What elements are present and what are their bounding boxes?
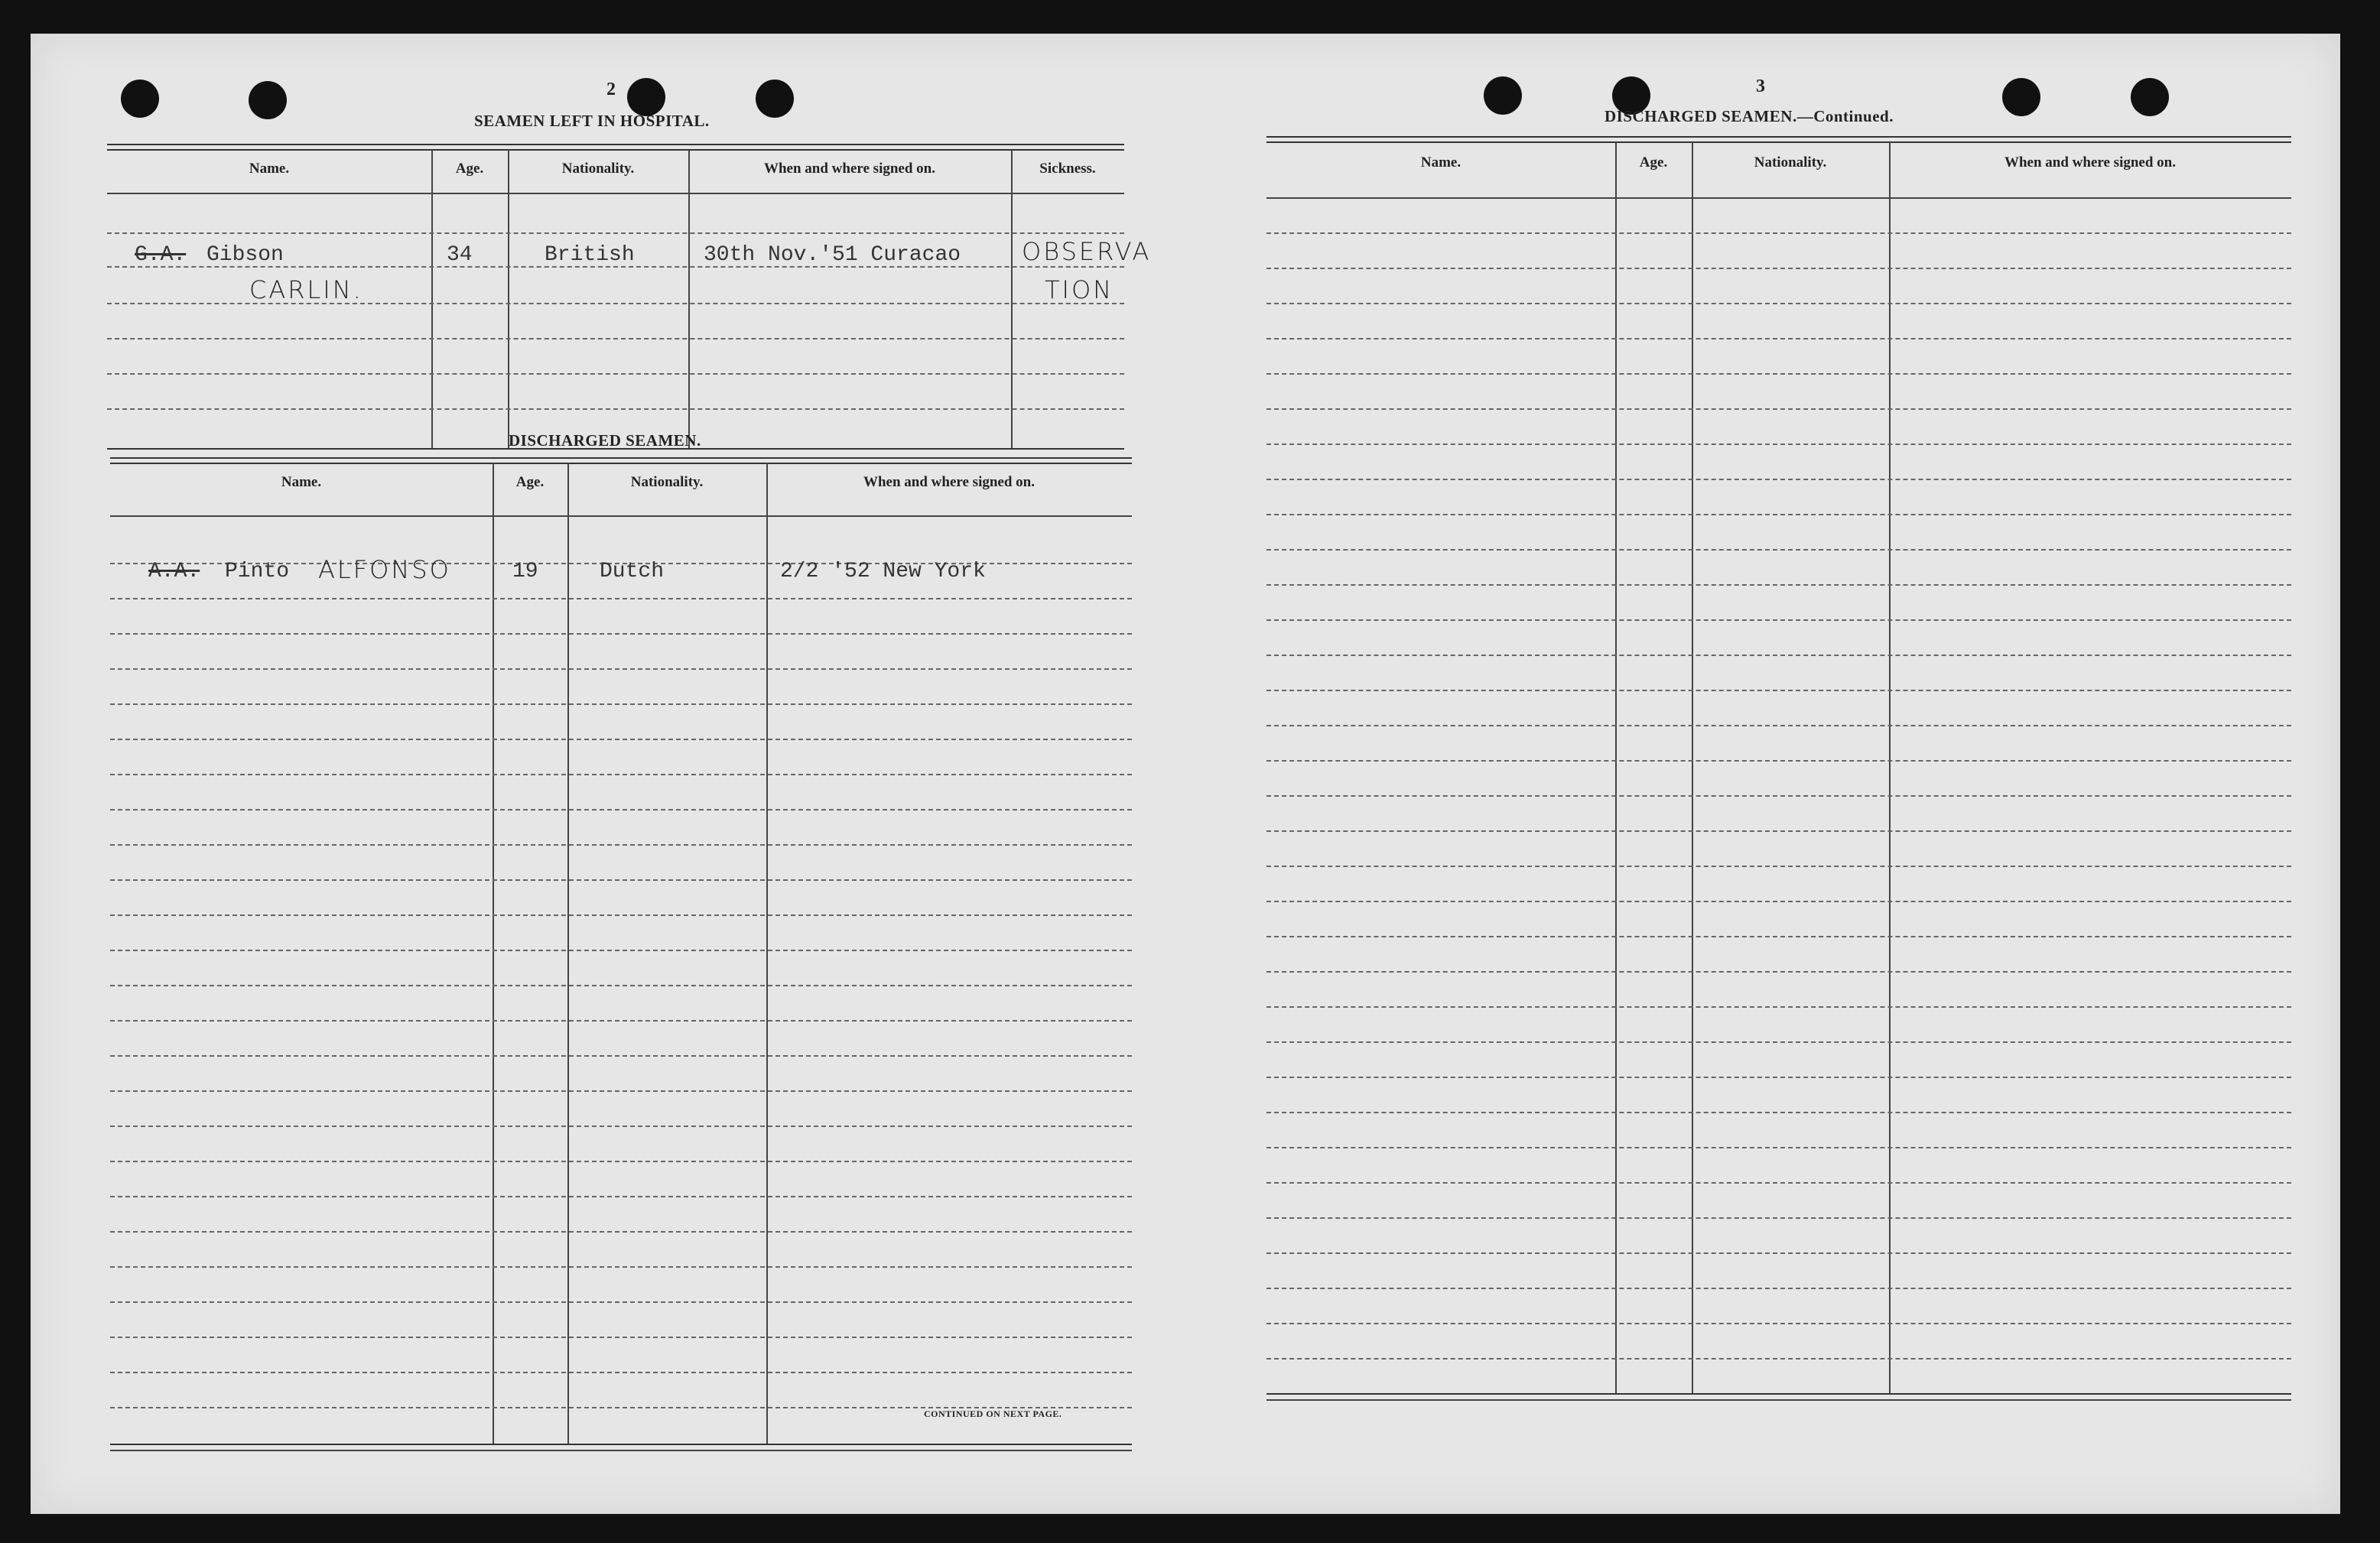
punch-hole	[249, 81, 287, 119]
right-section-title: DISCHARGED SEAMEN.—Continued.	[1605, 107, 1894, 125]
discharged-table-left	[110, 457, 1132, 1459]
header-age: Age.	[455, 161, 484, 177]
punch-hole	[121, 80, 159, 118]
left-page-number: 2	[606, 80, 616, 99]
header-nationality: Nationality.	[630, 474, 704, 490]
punch-hole	[756, 80, 794, 118]
header-nationality: Nationality.	[561, 161, 635, 177]
discharged-signed-on: 2/2 '52 New York	[780, 560, 986, 583]
hospital-sickness-line1: OBSERVA	[1022, 237, 1152, 266]
discharged-age: 19	[512, 560, 538, 583]
hospital-age: 34	[447, 243, 473, 267]
right-page-number: 3	[1756, 76, 1765, 96]
hospital-sickness-line2: TION	[1045, 275, 1114, 304]
manifest-sheet	[31, 34, 2340, 1514]
header-signed-on: When and where signed on.	[2004, 154, 2176, 171]
hospital-section-title: SEAMEN LEFT IN HOSPITAL.	[474, 112, 710, 130]
header-name: Name.	[249, 161, 290, 177]
punch-hole	[1484, 76, 1522, 115]
continued-note: CONTINUED ON NEXT PAGE.	[924, 1408, 1062, 1419]
hospital-table	[107, 144, 1152, 453]
header-name: Name.	[1420, 154, 1461, 171]
punch-hole	[2002, 78, 2040, 116]
hospital-signed-on: 30th Nov.'51 Curacao	[704, 243, 961, 267]
header-signed-on: When and where signed on.	[863, 474, 1035, 490]
discharged-name-prefix: A.A.	[148, 560, 200, 583]
header-sickness: Sickness.	[1039, 161, 1096, 177]
hospital-name-prefix: G.A.	[135, 243, 187, 267]
discharged-name: Pinto	[225, 560, 290, 583]
discharged-name-handwritten: ALFONSO	[318, 555, 451, 584]
header-name: Name.	[281, 474, 322, 490]
discharged-table-right	[1266, 136, 2291, 1436]
header-age: Age.	[515, 474, 545, 490]
header-signed-on: When and where signed on.	[763, 161, 935, 177]
discharged-nationality: Dutch	[600, 560, 665, 583]
header-age: Age.	[1639, 154, 1668, 171]
punch-hole	[2131, 78, 2169, 116]
punch-hole	[627, 78, 665, 116]
hospital-name: Gibson	[206, 243, 284, 267]
hospital-nationality: British	[545, 243, 635, 267]
discharged-section-title: DISCHARGED SEAMEN.	[509, 431, 701, 450]
hospital-name-handwritten: CARLIN.	[249, 275, 363, 304]
header-nationality: Nationality.	[1754, 154, 1827, 171]
